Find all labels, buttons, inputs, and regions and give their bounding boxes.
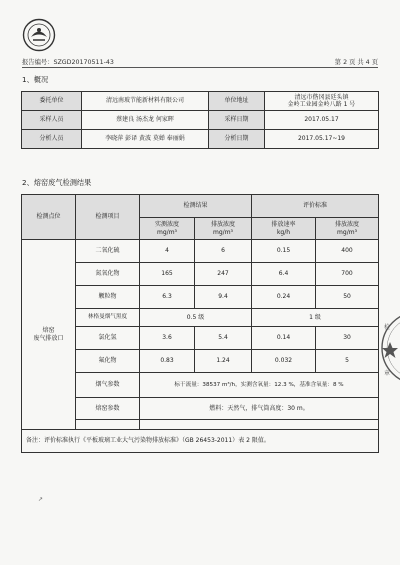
table-row [22,240,379,263]
row-measured: 4 [140,240,195,263]
row-emission: 6 [195,240,252,263]
sampler-label: 采样人员 [22,111,82,130]
row-standard: 400 [316,240,379,263]
row-rate: 0.14 [252,327,316,350]
row-standard: 30 [316,327,379,350]
client-value: 清远南玻节能新材料有限公司 [82,92,209,111]
ringelmann-item: 林格曼烟气黑度 [76,309,140,327]
table-row [22,327,379,350]
table-row [22,373,379,398]
blank-cell [76,420,140,430]
emission-unit: mg/m³ [213,228,233,236]
sampling-point-line-2: 废气排放口 [33,334,64,342]
rate-unit: kg/h [276,228,291,236]
row-measured: 165 [140,263,195,286]
row-measured: 6.3 [140,286,195,309]
row-rate: 0.032 [252,350,316,373]
analyst-label: 分析人员 [22,130,82,149]
row-item: 二氧化硫 [76,240,140,263]
row-item: 氯化氢 [76,327,140,350]
row-emission: 1.24 [195,350,252,373]
section1-title: 1、概况 [22,75,49,84]
row-standard: 5 [316,350,379,373]
emission-header [195,218,252,240]
row-item: 氟化物 [76,350,140,373]
analyst-value: 李晓萍 彭译 黄波 莫婵 奉丽娟 [82,130,209,149]
sampling-point-line-1: 熔窑 [42,327,55,334]
results-header: 检测结果 [140,195,252,218]
table-row [22,286,379,309]
measured-header [140,218,195,240]
sampling-date-label: 采样日期 [209,111,265,130]
row-rate: 6.4 [252,263,316,286]
table-row [22,430,379,453]
flue-value: 标干流量：38537 m³/h，实测含氧量：12.3 %，基准含氧量：8 % [140,373,379,398]
sampling-point-cell [22,240,76,430]
sampler-value: 蔡建良 汤杰龙 何家晖 [82,111,209,130]
row-emission: 5.4 [195,327,252,350]
ringelmann-result: 0.5 级 [140,309,252,327]
seal-stamp-icon [378,305,400,391]
row-measured: 3.6 [140,327,195,350]
item-header: 检测项目 [76,195,140,240]
header-divider [22,67,378,68]
svg-text:检: 检 [384,324,391,331]
row-emission: 247 [195,263,252,286]
address-value [265,92,379,111]
address-label: 单位地址 [209,92,265,111]
row-standard: 50 [316,286,379,309]
point-header: 检测点位 [22,195,76,240]
row-emission: 9.4 [195,286,252,309]
table-row [22,92,379,111]
std-emission-header [316,218,379,240]
report-number: 报告编号：SZGD20170511-43 [22,59,114,66]
table-row [22,263,379,286]
table-row [22,420,379,430]
kiln-value: 燃料：天然气，排气筒高度：30 m。 [140,398,379,420]
sampling-date-value: 2017.05.17 [265,111,379,130]
blank-cell [140,420,379,430]
ringelmann-standard: 1 级 [252,309,379,327]
analysis-date-label: 分析日期 [209,130,265,149]
measured-unit: mg/m³ [157,228,177,236]
page-indicator: 第 2 页 共 4 页 [334,59,378,66]
kiln-item: 熔窑参数 [76,398,140,420]
table-row [22,111,379,130]
row-rate: 0.15 [252,240,316,263]
row-measured: 0.83 [140,350,195,373]
scan-mark: ↗ [38,496,44,503]
overview-table [21,91,379,149]
row-standard: 700 [316,263,379,286]
results-table [21,194,379,453]
analysis-date-value: 2017.05.17~19 [265,130,379,149]
table-row [22,398,379,420]
section2-title: 2、熔窑废气检测结果 [22,178,92,187]
row-rate: 0.24 [252,286,316,309]
remark-note: 备注：评价标准执行《平板玻璃工业大气污染物排放标准》（GB 26453-2011）表 2 限值。 [22,430,379,453]
address-line-2: 金岭工业园金岭八路 1 号 [287,101,356,108]
table-row [22,350,379,373]
table-row [22,309,379,327]
rate-header [252,218,316,240]
measured-label: 实测浓度 [154,221,179,228]
std-emission-label: 排放浓度 [335,221,360,228]
client-label: 委托单位 [22,92,82,111]
address-line-1: 清远市偕冈县廷头镇 [294,93,349,101]
row-item: 颗粒物 [76,286,140,309]
emission-label: 排放浓度 [211,221,236,228]
flue-item: 烟气参数 [76,373,140,398]
table-header-row [22,195,379,218]
company-logo-icon [22,18,56,52]
row-item: 氮氧化物 [76,263,140,286]
std-emission-unit: mg/m³ [337,228,357,236]
rate-label: 排放速率 [271,221,296,228]
standard-header: 评价标准 [252,195,379,218]
svg-text:章: 章 [384,370,391,377]
table-row [22,130,379,149]
